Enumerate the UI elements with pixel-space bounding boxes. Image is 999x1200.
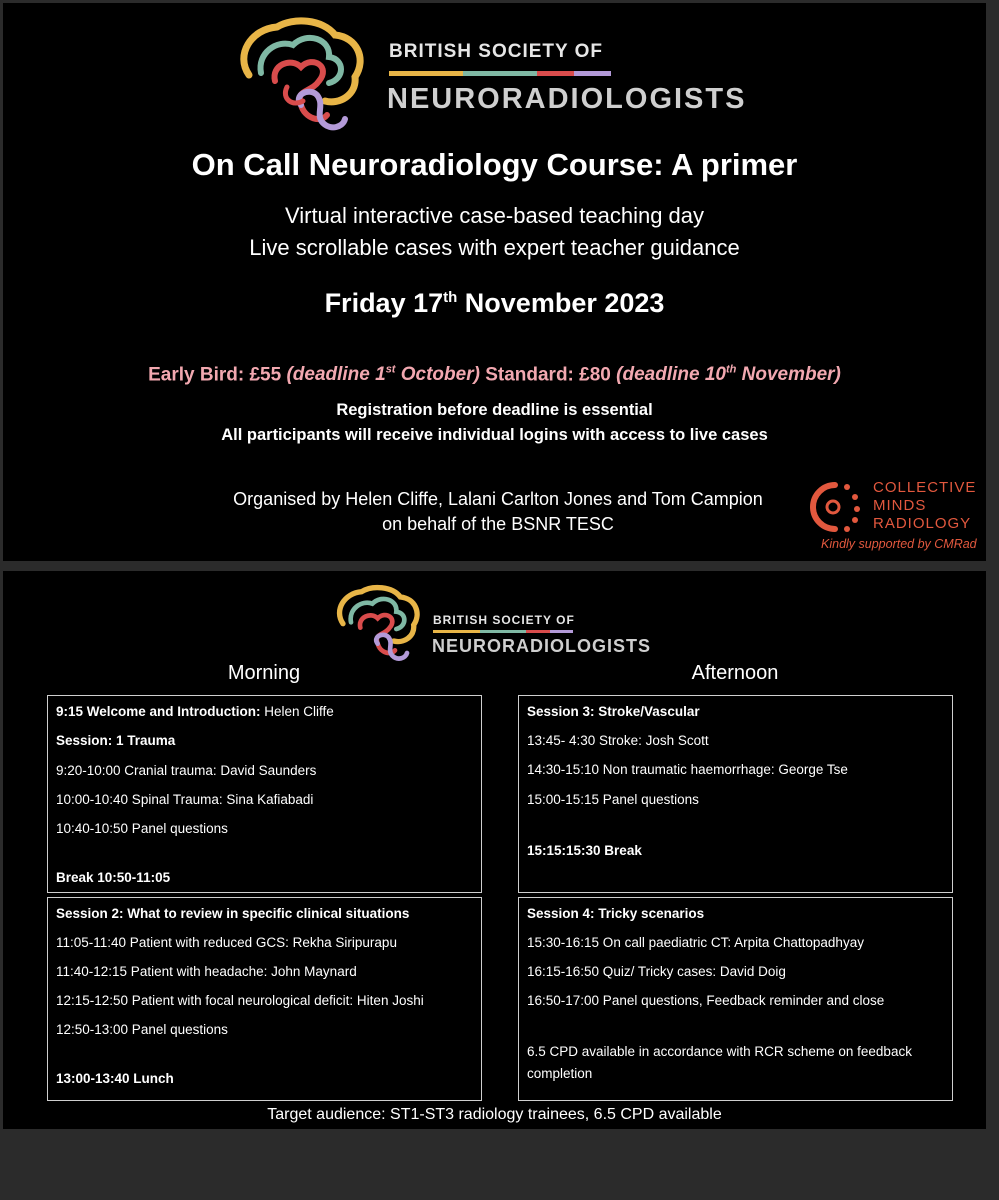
session-4-box [518, 897, 953, 1101]
session-2-item: 12:15-12:50 Patient with focal neurological deficit: Hiten Joshi [56, 993, 424, 1008]
welcome-speaker: Helen Cliffe [260, 704, 334, 719]
brain-icon [331, 583, 431, 663]
session-1-item: 10:40-10:50 Panel questions [56, 821, 228, 836]
welcome-row [56, 704, 334, 719]
session-4-item: 16:50-17:00 Panel questions, Feedback reminder and close [527, 993, 885, 1008]
subtitle-line-2: Live scrollable cases with expert teacher guidance [249, 235, 740, 260]
session-2-item: 12:50-13:00 Panel questions [56, 1022, 228, 1037]
session-1-box [47, 695, 482, 893]
session-1-break: Break 10:50-11:05 [56, 870, 171, 885]
session-3-item: 15:00-15:15 Panel questions [527, 792, 699, 807]
logo-society-line: BRITISH SOCIETY OF [433, 613, 575, 627]
session-2-item: 11:05-11:40 Patient with reduced GCS: Rekha Siripurapu [56, 935, 397, 950]
morning-heading: Morning [227, 662, 301, 684]
standard-deadline-b: November) [736, 364, 841, 386]
date-sup: th [443, 289, 458, 306]
sponsor-line-1: COLLECTIVE [873, 479, 977, 496]
bsnr-logo [231, 15, 791, 133]
bsnr-logo-small [331, 583, 691, 663]
session-2-item: 11:40-12:15 Patient with headache: John Maynard [56, 964, 357, 979]
brain-icon [231, 15, 381, 133]
session-4-item: 16:15-16:50 Quiz/ Tricky cases: David Doig [527, 964, 786, 979]
registration-note: Registration before deadline is essential [336, 401, 653, 419]
event-date [3, 288, 986, 319]
sponsor-line-2: MINDS [873, 497, 927, 514]
date-suffix: November 2023 [457, 288, 665, 318]
session-4-item: 15:30-16:15 On call paediatric CT: Arpita Chattopadhyay [527, 935, 864, 950]
date-prefix: Friday 17 [324, 288, 444, 318]
session-1-title: Session: 1 Trauma [56, 733, 176, 748]
organiser-line-2: on behalf of the BSNR TESC [382, 514, 614, 534]
logo-society-line: BRITISH SOCIETY OF [389, 41, 604, 62]
session-3-box [518, 695, 953, 893]
early-bird-price: Early Bird: £55 [148, 364, 287, 386]
logo-society-name: NEURORADIOLOGISTS [387, 83, 747, 115]
session-1-item: 10:00-10:40 Spinal Trauma: Sina Kafiabadi [56, 792, 314, 807]
standard-price: Standard: £80 [479, 364, 617, 386]
organiser-line-1: Organised by Helen Cliffe, Lalani Carlton Jones and Tom Campion [233, 489, 763, 509]
cpd-note-line-2: completion [527, 1066, 593, 1081]
target-audience: Target audience: ST1-ST3 radiology trainees, 6.5 CPD available [267, 1106, 722, 1123]
session-1-item: 9:20-10:00 Cranial trauma: David Saunders [56, 763, 317, 778]
logo-color-stripe [389, 71, 611, 76]
welcome-time: 9:15 Welcome and Introduction: [56, 704, 261, 719]
course-poster [3, 3, 986, 561]
subtitle-line-1: Virtual interactive case-based teaching day [284, 203, 705, 228]
afternoon-heading: Afternoon [691, 662, 779, 684]
cmrad-logo [799, 475, 983, 559]
page-title: On Call Neuroradiology Course: A primer [191, 147, 798, 182]
collective-minds-icon [801, 477, 863, 539]
session-3-item: 13:45- 4:30 Stroke: Josh Scott [527, 733, 709, 748]
course-programme [3, 571, 986, 1129]
standard-deadline-a: (deadline 10 [616, 364, 726, 386]
session-2-title: Session 2: What to review in specific clinical situations [56, 906, 410, 921]
early-deadline-a: (deadline 1 [286, 364, 386, 386]
sponsor-tagline: Kindly supported by CMRad [821, 537, 977, 551]
standard-deadline-sup: th [725, 364, 737, 376]
early-deadline-b: October) [395, 364, 480, 386]
session-3-title: Session 3: Stroke/Vascular [527, 704, 700, 719]
session-4-title: Session 4: Tricky scenarios [527, 906, 705, 921]
logo-society-name: NEURORADIOLOGISTS [432, 636, 652, 656]
session-2-box [47, 897, 482, 1101]
session-3-break: 15:15:15:30 Break [527, 843, 642, 858]
session-3-item: 14:30-15:10 Non traumatic haemorrhage: George Tse [527, 762, 848, 777]
pricing-line [3, 364, 986, 386]
logo-color-stripe [433, 630, 573, 633]
sponsor-line-3: RADIOLOGY [873, 515, 972, 532]
cpd-note-line-1: 6.5 CPD available in accordance with RCR scheme on feedback [527, 1044, 912, 1059]
login-note: All participants will receive individual logins with access to live cases [221, 426, 768, 444]
session-2-break: 13:00-13:40 Lunch [56, 1071, 174, 1086]
early-deadline-sup: st [385, 364, 396, 376]
